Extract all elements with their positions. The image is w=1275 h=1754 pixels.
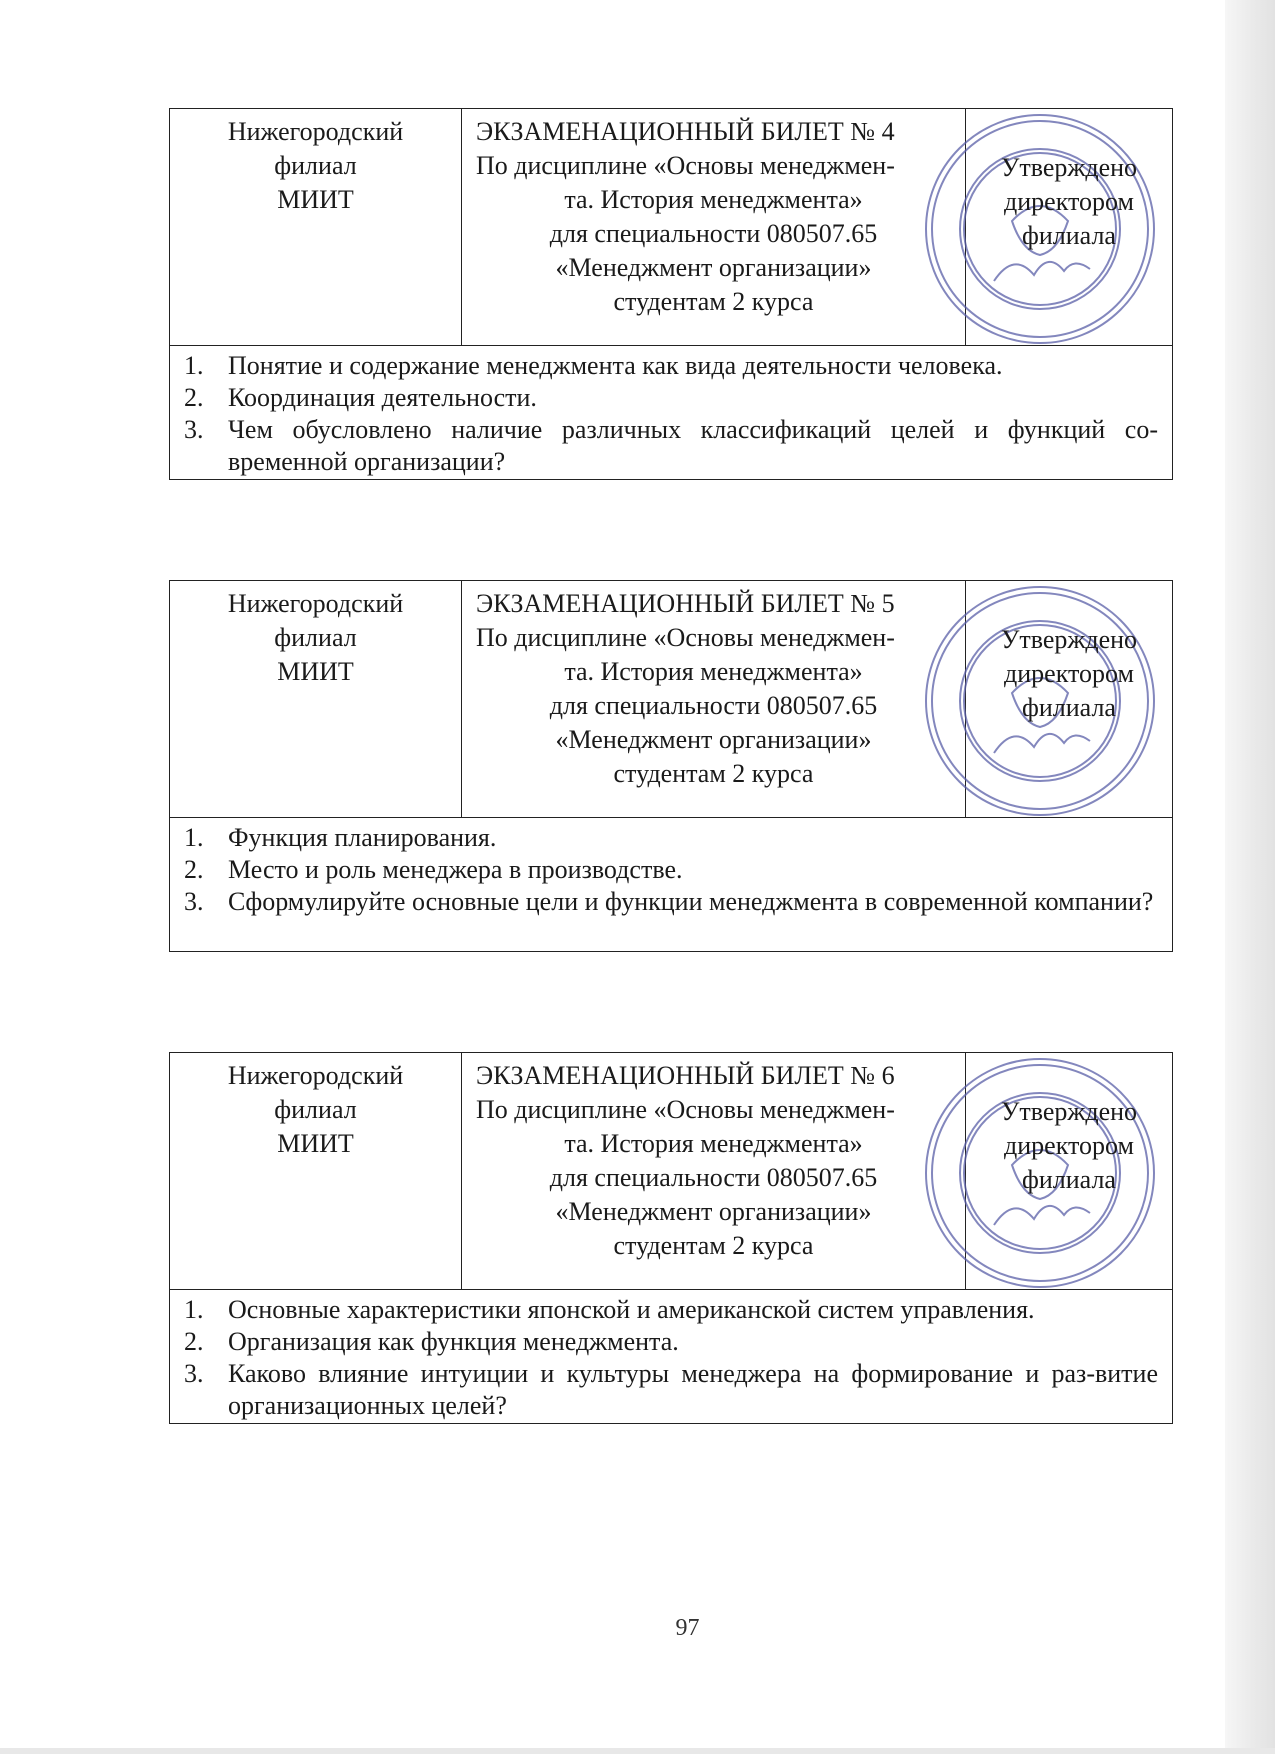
question-item: 3. Чем обусловлено наличие различных классификаций целей и функций со-временной организации?	[184, 415, 1158, 476]
question-list	[170, 818, 1172, 918]
specialty-line: для специальности 080507.65	[549, 691, 878, 720]
scan-edge-shadow	[1225, 0, 1275, 1754]
ticket-header	[170, 1053, 1172, 1290]
specialty-line: для специальности 080507.65	[549, 1163, 878, 1192]
institution-line: филиал	[274, 1095, 357, 1124]
institution-line: МИИТ	[277, 1129, 354, 1158]
approval-cell	[966, 1053, 1172, 1289]
institution-cell	[170, 1053, 462, 1289]
institution-line: филиал	[274, 623, 357, 652]
ticket-title: ЭКЗАМЕНАЦИОННЫЙ БИЛЕТ № 5	[476, 589, 895, 618]
discipline-line: По дисциплине «Основы менеджмен-	[476, 151, 895, 180]
exam-ticket-5	[169, 580, 1173, 952]
question-item: 2. Координация деятельности.	[184, 383, 537, 412]
question-item: 3. Каково влияние интуиции и культуры менеджера на формирование и раз-витие организационных целей?	[184, 1359, 1158, 1420]
page-number: 97	[675, 1615, 700, 1641]
specialty-name: «Менеджмент организации»	[555, 253, 872, 282]
ticket-title: ЭКЗАМЕНАЦИОННЫЙ БИЛЕТ № 4	[476, 117, 895, 146]
institution-cell	[170, 109, 462, 345]
question-list	[170, 346, 1172, 478]
institution-line: Нижегородский	[227, 589, 404, 618]
question-item: 3. Сформулируйте основные цели и функции менеджмента в современной компании?	[184, 887, 1154, 916]
ticket-info-cell	[462, 109, 966, 345]
approval-line: директором	[1004, 187, 1134, 216]
specialty-name: «Менеджмент организации»	[555, 725, 872, 754]
ticket-info-cell	[462, 1053, 966, 1289]
discipline-line: та. История менеджмента»	[564, 657, 863, 686]
question-item: 1. Основные характеристики японской и американской систем управления.	[184, 1295, 1035, 1324]
course-line: студентам 2 курса	[613, 287, 814, 316]
course-line: студентам 2 курса	[613, 1231, 814, 1260]
institution-line: Нижегородский	[227, 117, 404, 146]
approval-line: директором	[1004, 1131, 1134, 1160]
discipline-line: По дисциплине «Основы менеджмен-	[476, 1095, 895, 1124]
ticket-title: ЭКЗАМЕНАЦИОННЫЙ БИЛЕТ № 6	[476, 1061, 895, 1090]
discipline-line: та. История менеджмента»	[564, 1129, 863, 1158]
institution-line: МИИТ	[277, 657, 354, 686]
course-line: студентам 2 курса	[613, 759, 814, 788]
question-item: 2. Место и роль менеджера в производстве.	[184, 855, 683, 884]
ticket-header	[170, 109, 1172, 346]
ticket-header	[170, 581, 1172, 818]
question-item: 1. Функция планирования.	[184, 823, 497, 852]
specialty-name: «Менеджмент организации»	[555, 1197, 872, 1226]
approval-line: Утверждено	[1000, 153, 1138, 182]
approval-cell	[966, 581, 1172, 817]
approval-line: филиала	[1022, 1165, 1116, 1194]
ticket-info-cell	[462, 581, 966, 817]
approval-line: Утверждено	[1000, 1097, 1138, 1126]
question-item: 2. Организация как функция менеджмента.	[184, 1327, 679, 1356]
question-item: 1. Понятие и содержание менеджмента как вида деятельности человека.	[184, 351, 1003, 380]
institution-line: МИИТ	[277, 185, 354, 214]
institution-line: филиал	[274, 151, 357, 180]
discipline-line: По дисциплине «Основы менеджмен-	[476, 623, 895, 652]
scan-bottom-edge	[0, 1748, 1275, 1754]
question-list	[170, 1290, 1172, 1422]
institution-cell	[170, 581, 462, 817]
exam-ticket-6	[169, 1052, 1173, 1424]
exam-ticket-4	[169, 108, 1173, 480]
approval-line: филиала	[1022, 221, 1116, 250]
institution-line: Нижегородский	[227, 1061, 404, 1090]
approval-line: филиала	[1022, 693, 1116, 722]
discipline-line: та. История менеджмента»	[564, 185, 863, 214]
approval-line: Утверждено	[1000, 625, 1138, 654]
specialty-line: для специальности 080507.65	[549, 219, 878, 248]
approval-line: директором	[1004, 659, 1134, 688]
approval-cell	[966, 109, 1172, 345]
